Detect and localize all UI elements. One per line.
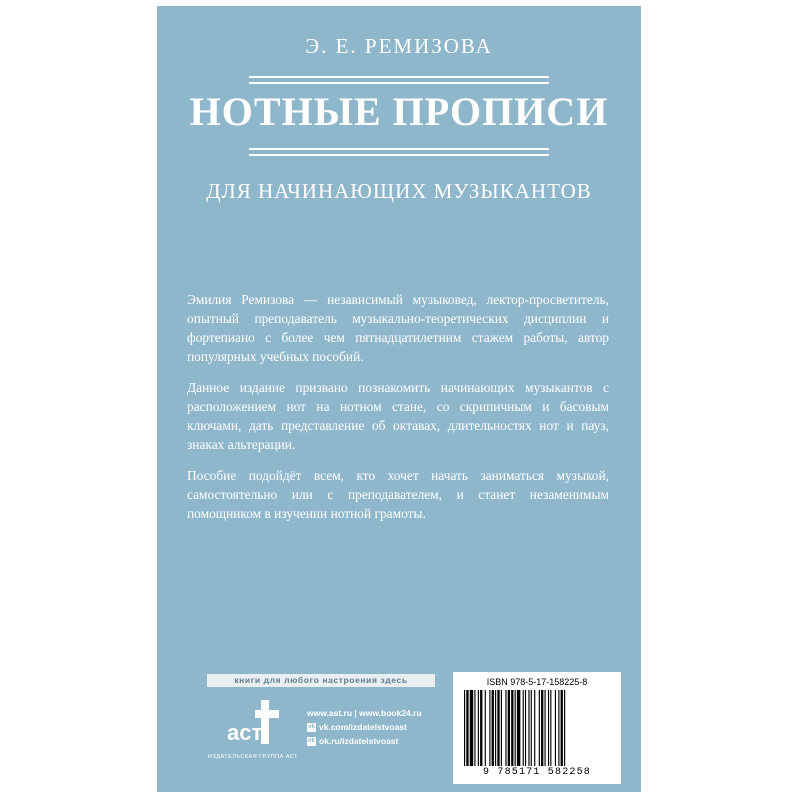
ok-icon: ok [307,737,315,744]
publisher-links [307,706,422,748]
ast-logo-icon [225,694,289,750]
barcode-digits: 9 785171 582258 [482,767,591,778]
rule-top-2 [249,82,549,84]
barcode-box [453,672,621,784]
paragraph-edition: Данное издание призвано познакомить начинающих музыкантов с расположением нот на нотном стане, со скрипичным и басовым ключами, дать представление об октавах, длительностях нот и пауз, знаках альтерации. [187,380,609,452]
barcode-icon [462,690,612,766]
rule-bottom-1 [249,148,549,150]
author-name: Э. Е. РЕМИЗОВА [305,34,493,58]
vk-icon: vk [308,723,315,730]
ok-row[interactable] [307,734,422,748]
sites-link[interactable]: www.ast.ru | www.book24.ru [307,708,422,718]
vk-link[interactable]: vk.com/izdatelstvoast [319,722,407,732]
publisher-caption: ИЗДАТЕЛЬСКАЯ ГРУППА АСТ [207,754,299,760]
rule-top-1 [249,76,549,78]
annotation-text [187,290,609,535]
back-cover [157,6,641,792]
book-subtitle: ДЛЯ НАЧИНАЮЩИХ МУЗЫКАНТОВ [206,179,592,203]
vk-row[interactable] [307,720,422,734]
logo-text: аст [227,720,263,745]
ok-link[interactable]: ok.ru/izdatelstvoast [319,736,399,746]
paragraph-author: Эмилия Ремизова — независимый музыковед, лектор-просветитель, опытный преподаватель музыкально-теоретических дисциплин и фортепиано с более чем пятнадцатилетним стажем работы, автор популярных учебных пособий. [187,292,609,364]
book-title: НОТНЫЕ ПРОПИСИ [189,89,609,134]
isbn-label: ISBN 978-5-17-158225-8 [486,677,588,687]
rule-bottom-2 [249,154,549,156]
paragraph-audience: Пособие подойдёт всем, кто хочет начать заниматься музыкой, самостоятельно или с преподавателем, и станет незаменимым помощником в изучении нотной грамоты. [187,468,609,521]
slogan-bar: книги для любого настроения здесь [207,674,435,687]
